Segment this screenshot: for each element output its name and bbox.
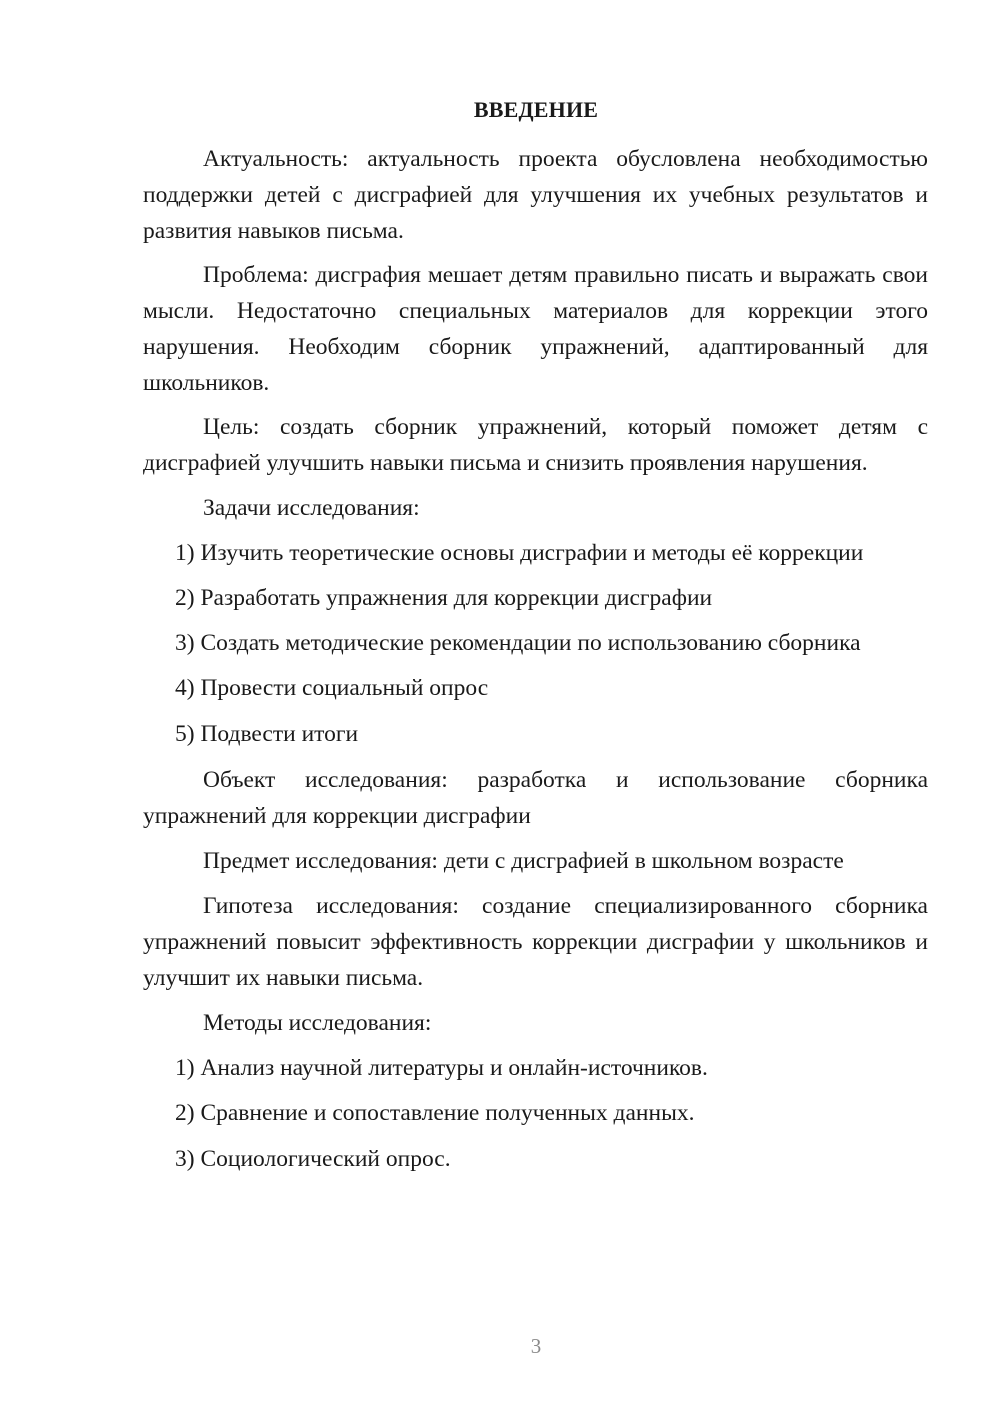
task-item: 1) Изучить теоретические основы дисграфии и методы её коррекции [175,540,864,566]
object-paragraph: Объект исследования: разработка и использование сборника упражнений для коррекции дисграфии [143,767,928,829]
method-item: 2) Сравнение и сопоставление полученных данных. [175,1100,695,1126]
page-title: ВВЕДЕНИЕ [473,97,599,122]
method-item: 1) Анализ научной литературы и онлайн-источников. [175,1055,708,1081]
relevance-paragraph: Актуальность: актуальность проекта обусловлена необходимостью поддержки детей с дисграфией для улучшения их учебных результатов и развития навыков письма. [143,146,928,244]
goal-paragraph: Цель: создать сборник упражнений, который поможет детям с дисграфией улучшить навыки письма и снизить проявления нарушения. [143,414,928,476]
page-number: 3 [530,1334,542,1358]
problem-paragraph: Проблема: дисграфия мешает детям правильно писать и выражать свои мысли. Недостаточно специальных материалов для коррекции этого нарушения. Необходим сборник упражнений, адаптированный для школьников. [143,262,928,396]
task-item: 3) Создать методические рекомендации по использованию сборника [175,630,861,656]
method-item: 3) Социологический опрос. [175,1146,451,1172]
task-item: 4) Провести социальный опрос [175,675,489,701]
task-item: 2) Разработать упражнения для коррекции дисграфии [175,585,713,611]
hypothesis-paragraph: Гипотеза исследования: создание специализированного сборника упражнений повысит эффективность коррекции дисграфии у школьников и улучшит их навыки письма. [143,893,928,991]
subject-paragraph: Предмет исследования: дети с дисграфией в школьном возрасте [203,848,844,874]
tasks-heading: Задачи исследования: [203,495,420,521]
methods-heading: Методы исследования: [203,1010,432,1036]
task-item: 5) Подвести итоги [175,721,359,747]
